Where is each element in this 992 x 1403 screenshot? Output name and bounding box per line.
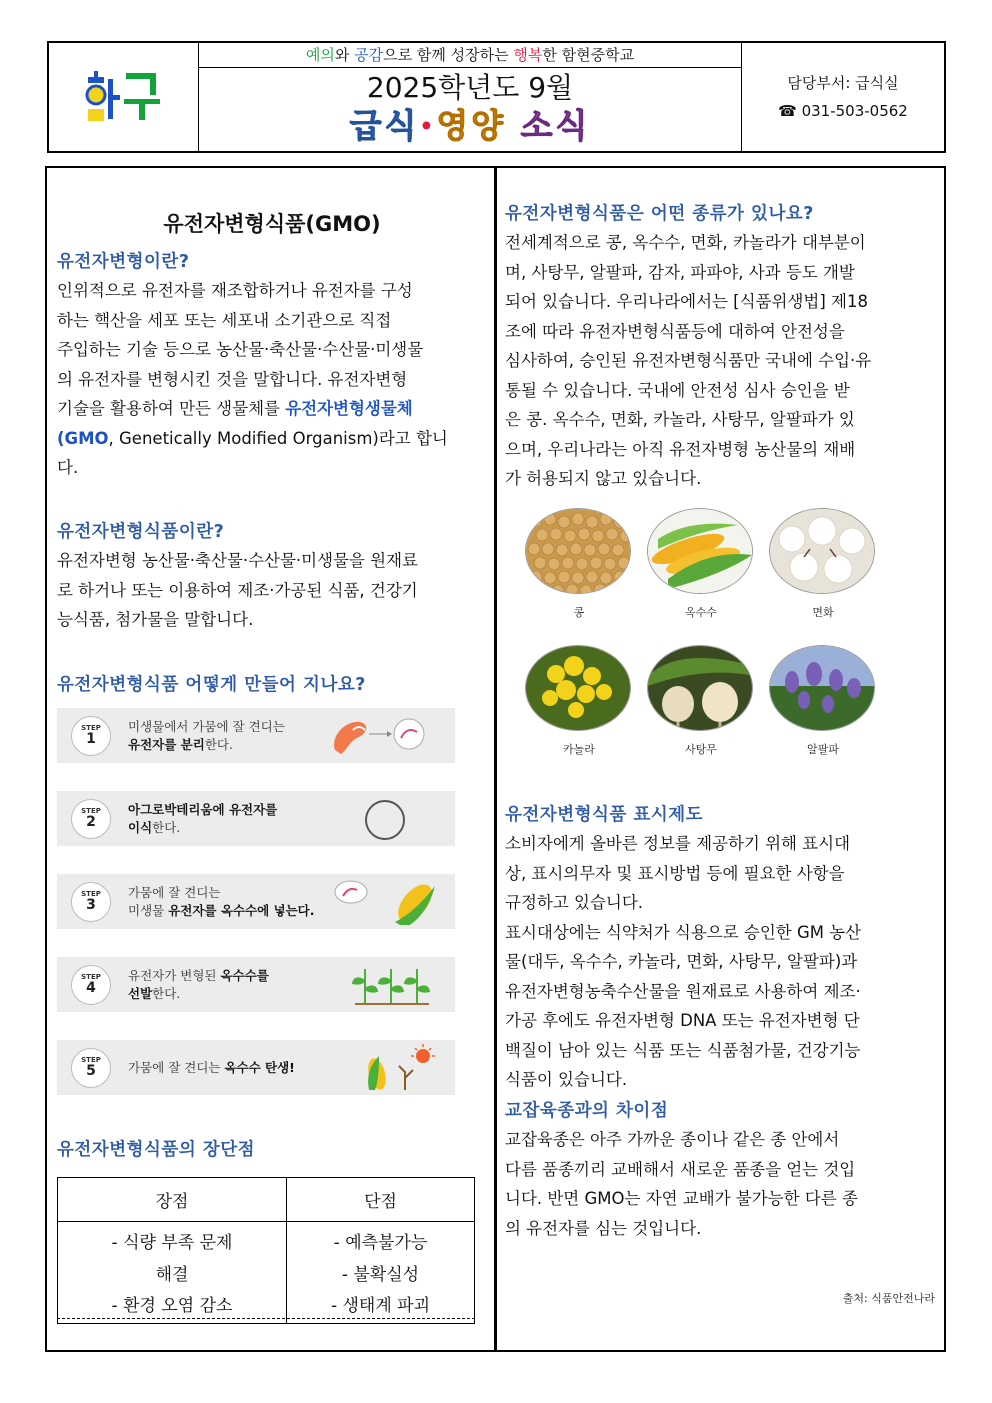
step-badge	[71, 716, 111, 756]
text-line: 통될 수 있습니다. 국내에 안전성 심사 승인을 받	[505, 380, 850, 400]
step-word: STEP	[81, 1056, 101, 1064]
text-line: 의 유전자를 심는 것입니다.	[505, 1218, 702, 1238]
canola-image	[525, 645, 631, 731]
highlight-gmo-organism: 유전자변형생물체	[285, 399, 413, 418]
step-card-3	[57, 874, 455, 929]
contact-info	[742, 43, 944, 151]
step-line: 가뭄에 잘 견디는	[128, 884, 221, 900]
step-text	[128, 718, 348, 754]
text-line: 며, 사탕무, 알팔파, 감자, 파파야, 사과 등도 개발	[505, 262, 855, 282]
step-line	[128, 967, 348, 985]
document-title: 유전자변형식품(GMO)	[163, 212, 381, 236]
text-line: 소비자에게 올바른 정보를 제공하기 위해 표시대	[505, 834, 851, 853]
pros-item: - 식량 부족 문제	[111, 1233, 233, 1253]
step-word: STEP	[81, 724, 101, 732]
step-line	[128, 736, 348, 754]
sprouts-icon	[325, 961, 445, 1008]
text-line: 전세계적으로 콩, 옥수수, 면화, 카놀라가 대부분이	[505, 233, 866, 252]
step-number: 1	[86, 731, 96, 747]
pros-item: - 환경 오염 감소	[111, 1296, 233, 1316]
table-header-cons: 단점	[287, 1178, 475, 1222]
alfalfa-icon	[770, 646, 875, 731]
text-line: 니다. 반면 GMO는 자연 교배가 불가능한 다른 종	[505, 1189, 858, 1208]
text-line: 으며, 우리나라는 아직 유전자병형 농산물의 재배	[505, 439, 856, 459]
section-title-pros-cons: 유전자변형식품의 장단점	[57, 1140, 256, 1160]
text-line: 인위적으로 유전자를 재조합하거나 유전자를 구성	[57, 281, 413, 300]
step-card-5	[57, 1040, 455, 1095]
step-card-2	[57, 791, 455, 846]
pros-item: 해결	[155, 1264, 189, 1285]
crop-soybean	[525, 508, 633, 620]
motto-part: 공감	[354, 46, 384, 64]
sugar-beet-image	[647, 645, 753, 731]
pros-cons-table	[57, 1177, 475, 1324]
text-line: 가공 후에도 유전자변형 DNA 또는 유전자변형 단	[505, 1011, 860, 1030]
step-card-4	[57, 957, 455, 1012]
step-normal: 한다.	[152, 985, 181, 1001]
department: 담당부서: 급식실	[787, 74, 899, 92]
step-text	[128, 967, 348, 1003]
step-text	[128, 801, 348, 837]
banner-word: 급식	[349, 106, 420, 145]
step-bold: 아그로박테리움에 유전자를	[128, 801, 278, 817]
crop-canola	[525, 645, 633, 757]
step-bold: 유전자를 옥수수에 넣는다.	[168, 902, 315, 918]
step-text	[128, 1050, 348, 1086]
motto-part: 와	[334, 46, 355, 64]
section-title-labeling: 유전자변형식품 표시제도	[505, 805, 704, 825]
motto-part: 예의	[305, 46, 335, 64]
text-line	[57, 394, 487, 424]
canola-icon	[526, 646, 631, 731]
phone-number: ☎ 031-503-0562	[778, 102, 908, 120]
alfalfa-image	[769, 645, 875, 731]
text-line: 로 하거나 또는 이용하여 제조·가공된 식품, 건강기	[57, 580, 418, 600]
step-badge	[71, 882, 111, 922]
crop-cotton	[769, 508, 877, 620]
gene-into-corn-icon	[325, 878, 445, 925]
corn-icon	[648, 509, 753, 594]
pros-cell	[58, 1222, 287, 1324]
text-line: 유전자변형농축수산물을 원재료로 사용하여 제조·	[505, 981, 861, 1001]
step-normal: 미생물	[128, 902, 169, 918]
step-bold: 옥수수를	[220, 967, 269, 983]
text-line: 백질이 남아 있는 식품 또는 식품첨가물, 건강기능	[505, 1040, 861, 1060]
banner-dot: •	[419, 114, 437, 140]
cons-item: - 생태계 파괴	[330, 1296, 431, 1316]
text-line	[57, 424, 487, 454]
text-line: 심사하여, 승인된 유전자변형식품만 국내에 수입·유	[505, 351, 872, 370]
text-line: 표시대상에는 식약처가 식용으로 승인한 GM 농산	[505, 922, 862, 942]
text-line: 다름 품종끼리 교배해서 새로운 품종을 얻는 것입	[505, 1159, 856, 1179]
table-header-pros: 장점	[58, 1178, 287, 1222]
soybean-icon	[526, 509, 631, 594]
motto-part: 행복	[513, 46, 543, 64]
section-title-crossbreeding: 교잡육종과의 차이점	[505, 1101, 669, 1121]
crop-alfalfa	[769, 645, 877, 757]
section-title-gmo-food-definition: 유전자변형식품이란?	[57, 522, 225, 542]
soybean-image	[525, 508, 631, 594]
step-card-1	[57, 708, 455, 763]
text-line: 가 허용되지 않고 있습니다.	[505, 469, 702, 488]
step-word: STEP	[81, 807, 101, 815]
crossbreeding-text	[505, 1125, 935, 1243]
school-motto	[199, 43, 741, 68]
step-normal: 가뭄에 잘 견디는	[128, 1059, 225, 1075]
text-line: 주입하는 기술 등으로 농산물·축산물·수산물·미생물	[57, 340, 424, 359]
step-normal: 한다.	[152, 819, 181, 835]
column-divider	[494, 168, 497, 1350]
labeling-text	[505, 829, 935, 1095]
text-line: 능식품, 첨가물을 말합니다.	[57, 610, 254, 629]
step-word: STEP	[81, 890, 101, 898]
cons-item: - 불확실성	[341, 1264, 420, 1285]
sugar-beet-icon	[648, 646, 753, 731]
gmo-definition-text	[57, 276, 487, 483]
crop-label: 면화	[812, 606, 834, 619]
school-logo	[49, 43, 199, 151]
text-line: 의 유전자를 변형시킨 것을 말합니다. 유전자변형	[57, 369, 408, 389]
step-line: 미생물에서 가뭄에 잘 견디는	[128, 718, 285, 734]
step-normal: 한다.	[204, 736, 233, 752]
banner-word: 소식	[520, 106, 591, 145]
step-line	[128, 902, 348, 920]
text-line: 상, 표시의무자 및 표시방법 등에 필요한 사항을	[505, 863, 845, 883]
step-line	[128, 1050, 348, 1086]
crop-label: 알팔파	[807, 743, 839, 756]
crop-label: 카놀라	[563, 743, 595, 756]
section-title-gmo-definition: 유전자변형이란?	[57, 252, 190, 272]
section-title-how-made: 유전자변형식품 어떻게 만들어 지나요?	[57, 675, 366, 695]
text-line: 되어 있습니다. 우리나라에서는 [식품위생법] 제18	[505, 292, 868, 311]
step-number: 4	[86, 980, 96, 996]
text-span: , Genetically Modified Organism)라고 합니	[108, 428, 448, 448]
step-badge	[71, 965, 111, 1005]
source-credit: 출처: 식품안전나라	[842, 1292, 935, 1305]
crop-corn	[647, 508, 755, 620]
text-span: 기술을 활용하여 만든 생물체를	[57, 399, 286, 418]
step-badge	[71, 1048, 111, 1088]
cons-cell	[287, 1222, 475, 1324]
step-number: 2	[86, 814, 96, 830]
step-badge	[71, 799, 111, 839]
drought-resistant-corn-icon	[325, 1044, 445, 1091]
step-bold: 선발	[128, 985, 153, 1001]
gmo-types-text	[505, 228, 935, 494]
step-line	[128, 819, 348, 837]
step-bold: 이식	[128, 819, 153, 835]
agrobacterium-ring-icon	[325, 795, 445, 842]
step-word: STEP	[81, 973, 101, 981]
text-line: 조에 따라 유전자변형식품등에 대하여 안전성을	[505, 321, 845, 341]
step-bold: 옥수수 탄생!	[224, 1059, 295, 1075]
cotton-icon	[770, 509, 875, 594]
text-line: 하는 핵산을 세포 또는 세포내 소기관으로 직접	[57, 310, 392, 330]
crop-sugar-beet	[647, 645, 755, 757]
newsletter-banner	[199, 106, 741, 148]
motto-part: 으로 함께 성장하는	[383, 46, 514, 64]
step-number: 3	[86, 897, 96, 913]
crop-label: 사탕무	[685, 743, 717, 756]
text-line: 유전자변형 농산물·축산물·수산물·미생물을 원재료	[57, 551, 418, 570]
banner-word: 영양	[436, 106, 507, 145]
crop-label: 콩	[573, 606, 585, 619]
text-line: 물(대두, 옥수수, 카놀라, 면화, 사탕무, 알팔파)과	[505, 952, 858, 971]
school-logo-icon	[84, 69, 164, 125]
section-title-gmo-types: 유전자변형식품은 어떤 종류가 있나요?	[505, 204, 814, 224]
text-line: 은 콩. 옥수수, 면화, 카놀라, 사탕무, 알팔파가 있	[505, 410, 855, 429]
newsletter-title: 2025학년도 9월	[366, 71, 574, 104]
step-bold: 유전자를 분리	[128, 736, 205, 752]
text-line: 교잡육종은 아주 가까운 종이나 같은 종 안에서	[505, 1130, 840, 1149]
step-line	[128, 985, 348, 1003]
step-text	[128, 884, 348, 920]
highlight-gmo: (GMO	[57, 428, 109, 448]
step-normal: 유전자가 변형된	[128, 967, 221, 983]
cons-item: - 예측불가능	[333, 1233, 428, 1253]
text-line: 다.	[57, 458, 79, 477]
newsletter-header	[47, 41, 946, 153]
step-number: 5	[86, 1063, 96, 1079]
step-line	[128, 801, 348, 819]
newsletter-body	[45, 166, 946, 1352]
crop-label: 옥수수	[685, 606, 717, 619]
motto-part: 한 함현중학교	[542, 46, 635, 64]
cotton-image	[769, 508, 875, 594]
gmo-food-definition-text	[57, 546, 487, 635]
text-line: 식품이 있습니다.	[505, 1070, 628, 1089]
text-line: 규정하고 있습니다.	[505, 893, 644, 912]
microbe-gene-illustration-icon	[325, 712, 445, 759]
corn-image	[647, 508, 753, 594]
